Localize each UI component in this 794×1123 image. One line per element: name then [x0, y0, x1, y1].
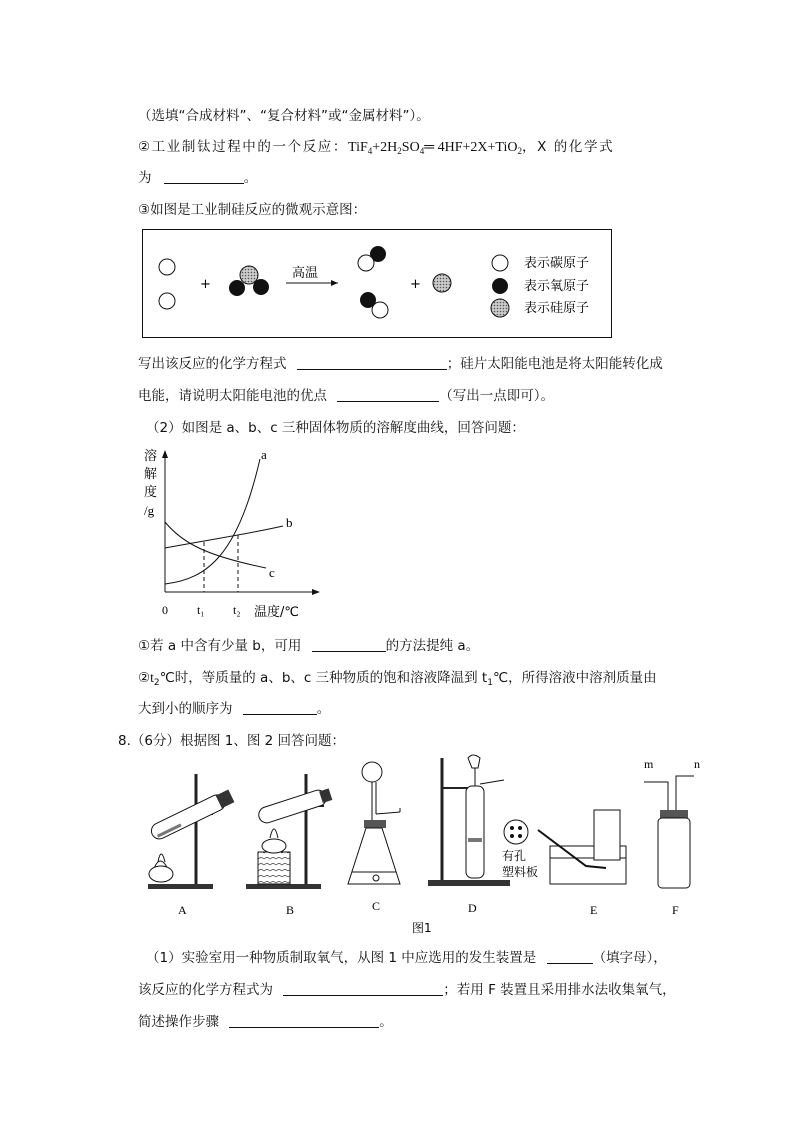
- oxygen-atom: [229, 280, 245, 296]
- reaction-equation: $TiF_4+2H_2SO_4═$ 4HF+2X+TiO$_2$: [348, 140, 522, 156]
- q8-1-line2: 该反应的化学方程式为 ；若用 F 装置且采用排水法收集氧气，: [138, 982, 676, 998]
- question-b-line2: 大到小的顺序为 。: [138, 701, 331, 717]
- apparatus-f: [644, 757, 700, 917]
- apparatus-c: [348, 762, 400, 913]
- legend-silicon-label: 表示硅原子: [524, 301, 590, 316]
- question-2-line2: 为 。: [138, 170, 258, 186]
- legend-carbon-icon: [492, 255, 508, 271]
- legend-silicon-icon: [491, 299, 509, 317]
- x-tick-t1: t₁: [197, 603, 205, 617]
- question-8-title: 8.（6分）根据图 1、图 2 回答问题：: [118, 733, 346, 749]
- question-3-answer-line2: 电能，请说明太阳能电池的优点 （写出一点即可）。: [138, 388, 555, 404]
- question-a-purify: ①若 a 中含有少量 b，可用 的方法提纯 a。: [138, 638, 480, 654]
- question-3-answer-line1: 写出该反应的化学方程式 ；硅片太阳能电池是将太阳能转化成: [138, 356, 663, 372]
- apparatus-figure: [138, 754, 698, 938]
- label-b: B: [286, 903, 295, 917]
- apparatus-d: [428, 755, 538, 915]
- carbon-atom: [159, 259, 175, 275]
- figure-caption: 图1: [412, 921, 432, 935]
- apparatus-a: [148, 774, 235, 917]
- silicon-atom: [433, 274, 451, 292]
- condition-label: 高温: [292, 266, 319, 281]
- question-b-solvent: $②t_2℃$时，等质量的 a、b、c 三种物质的饱和溶液降温到 $t_1℃$，所得溶液中溶剂质量由: [138, 670, 657, 688]
- answer-blank-o2-equation[interactable]: [283, 981, 443, 996]
- series-label-b: b: [286, 515, 293, 530]
- x-tick-t2: t₂: [233, 603, 241, 617]
- answer-blank-advantage[interactable]: [337, 387, 439, 402]
- label-f: F: [672, 903, 679, 917]
- label-c: C: [372, 899, 381, 913]
- series-label-c: c: [269, 565, 275, 580]
- silicon-atom: [240, 266, 258, 284]
- q2-prefix: 工业制钛过程中的一个反应：: [151, 139, 349, 155]
- solubility-chart: [138, 444, 338, 624]
- q8-1-line3: 简述操作步骤 。: [138, 1014, 393, 1030]
- label-d: D: [468, 901, 477, 915]
- carbon-atom: [159, 293, 175, 309]
- origin-label: 0: [162, 603, 168, 617]
- apparatus-b: [246, 774, 333, 917]
- port-n: n: [694, 757, 700, 771]
- q8-1-line1: （1）实验室用一种物质制取氧气，从图 1 中应选用的发生装置是 （填字母），: [146, 950, 667, 966]
- answer-blank-method[interactable]: [312, 637, 386, 652]
- part-2-intro: （2）如图是 a、b、c 三种固体物质的溶解度曲线，回答问题：: [146, 420, 525, 436]
- carbon-atom: [372, 302, 388, 318]
- oxygen-atom: [253, 279, 269, 295]
- micro-reaction-diagram: [142, 229, 612, 339]
- fill-in-options: （选填“合成材料”、“复合材料”或“金属材料”）。: [138, 108, 430, 124]
- d-note-line1: 有孔: [502, 849, 527, 863]
- plus-sign: +: [410, 277, 421, 292]
- port-m: m: [644, 757, 654, 771]
- curve-b: [165, 526, 283, 548]
- x-axis-label: 温度/℃: [254, 605, 299, 620]
- legend-oxygen-icon: [492, 278, 508, 294]
- answer-blank-steps[interactable]: [229, 1013, 379, 1028]
- apparatus-e: [538, 810, 626, 917]
- legend-oxygen-label: 表示氧原子: [524, 279, 590, 294]
- marker-2: ②: [138, 139, 152, 155]
- y-axis-label-1: 溶: [144, 449, 158, 464]
- curve-a: [165, 459, 260, 584]
- plus-sign: +: [200, 277, 211, 292]
- question-2-line1: [138, 135, 614, 156]
- q2-suffix: ，X 的化学式: [521, 139, 615, 155]
- carbon-atom: [358, 255, 374, 271]
- answer-blank-equation[interactable]: [297, 355, 447, 370]
- marker-3: ③: [138, 202, 151, 218]
- label-e: E: [590, 903, 598, 917]
- answer-blank-x[interactable]: [164, 169, 244, 184]
- series-label-a: a: [261, 447, 267, 462]
- question-3: ③如图是工业制硅反应的微观示意图：: [138, 202, 367, 218]
- answer-blank-generator[interactable]: [547, 949, 593, 964]
- d-note-line2: 塑料板: [502, 865, 539, 879]
- y-axis-label-4: /g: [144, 503, 155, 518]
- answer-blank-order[interactable]: [243, 700, 317, 715]
- legend-carbon-label: 表示碳原子: [524, 256, 590, 271]
- label-a: A: [178, 903, 187, 917]
- y-axis-label-3: 度: [144, 485, 158, 500]
- y-axis-label-2: 解: [144, 467, 158, 482]
